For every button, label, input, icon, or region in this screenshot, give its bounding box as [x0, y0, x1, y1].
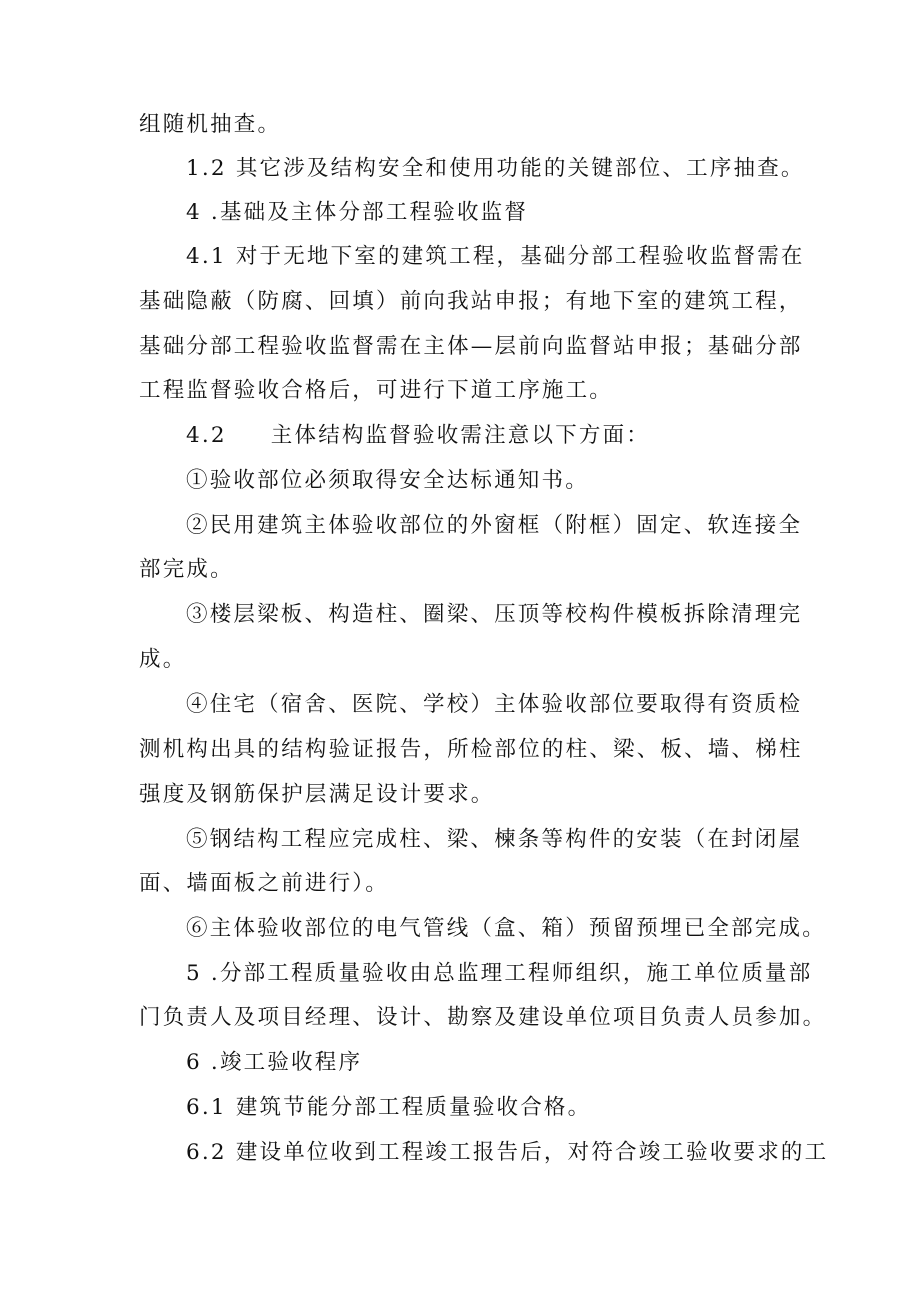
- list-item: ⑥主体验收部位的电气管线（盒、箱）预留预埋已全部完成。: [186, 916, 826, 941]
- paragraph-line: 基础隐蔽（防腐、回填）前向我站申报；有地下室的建筑工程，: [139, 289, 803, 314]
- clause-number: 4.2: [186, 423, 227, 448]
- paragraph-line: [186, 421, 846, 451]
- paragraph-line: 基础分部工程验收监督需在主体—层前向监督站申报；基础分部: [139, 334, 803, 359]
- list-item: ②民用建筑主体验收部位的外窗框（附框）固定、软连接全: [186, 513, 803, 538]
- list-item: ①验收部位必须取得安全达标通知书。: [186, 468, 589, 493]
- list-item: ④住宅（宿舍、医院、学校）主体验收部位要取得有资质检: [186, 692, 803, 717]
- paragraph-line: 组随机抽查。: [139, 112, 282, 137]
- paragraph-line: 测机构出具的结构验证报告，所检部位的柱、梁、板、墙、梯柱: [139, 737, 803, 762]
- section-heading: 4 .基础及主体分部工程验收监督: [186, 200, 529, 225]
- paragraph-line: 6.1 建筑节能分部工程质量验收合格。: [186, 1095, 592, 1120]
- paragraph-line: 部完成。: [139, 557, 234, 582]
- section-paragraph: 5 .分部工程质量验收由总监理工程师组织，施工单位质量部: [186, 961, 813, 986]
- paragraph-line: 工程监督验收合格后，可进行下道工序施工。: [139, 378, 614, 403]
- clause-text: 主体结构监督验收需注意以下方面：: [270, 423, 650, 448]
- paragraph-line: 门负责人及项目经理、设计、勘察及建设单位项目负责人员参加。: [139, 1005, 827, 1030]
- list-item: ⑤钢结构工程应完成柱、梁、楝条等构件的安装（在封闭屋: [186, 827, 803, 852]
- paragraph-line: 强度及钢筋保护层满足设计要求。: [139, 782, 495, 807]
- list-item: ③楼层梁板、构造柱、圈梁、压顶等校构件模板拆除清理完: [186, 602, 803, 627]
- paragraph-line: 6.2 建设单位收到工程竣工报告后，对符合竣工验收要求的工: [186, 1140, 829, 1165]
- paragraph-line: 1.2 其它涉及结构安全和使用功能的关键部位、工序抽查。: [186, 156, 805, 181]
- paragraph-line: 成。: [139, 647, 187, 672]
- paragraph-line: 面、墙面板之前进行）。: [139, 871, 389, 896]
- paragraph-line: 4.1 对于无地下室的建筑工程，基础分部工程验收监督需在: [186, 244, 805, 269]
- section-heading: 6 .竣工验收程序: [186, 1050, 363, 1075]
